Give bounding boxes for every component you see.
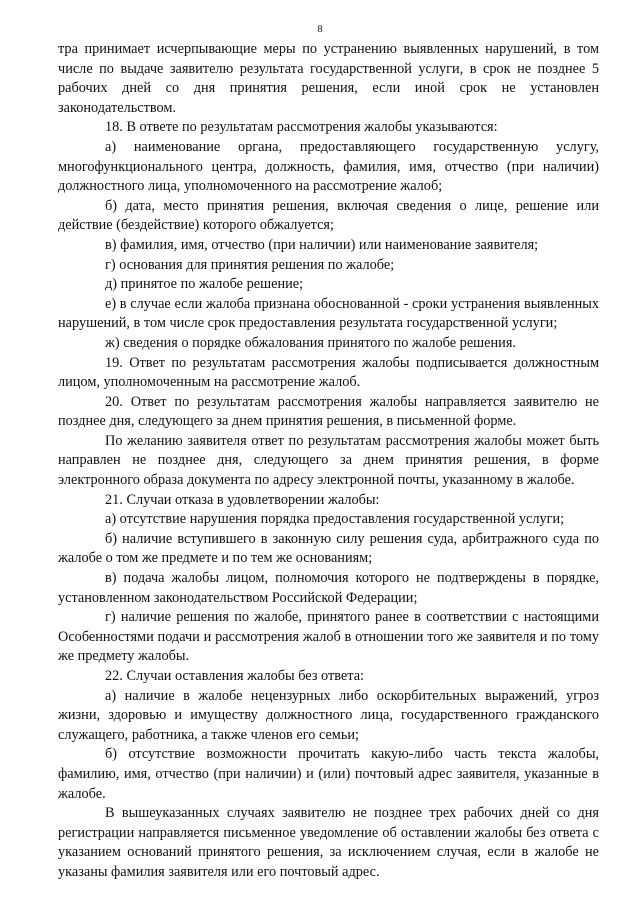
paragraph: В вышеуказанных случаях заявителю не позднее трех рабочих дней со дня регистрации направляется письменное уведомление об оставлении жалобы без ответа с указанием оснований принятого решения, за исключением случая, если в жалобе не указаны фамилия заявителя или его почтовый адрес. bbox=[58, 805, 599, 880]
paragraph: б) отсутствие возможности прочитать какую-либо часть текста жалобы, фамилию, имя, отчество (при наличии) и (или) почтовый адрес заявителя, указанные в жалобе. bbox=[58, 746, 599, 802]
paragraph: в) подача жалобы лицом, полномочия которого не подтверждены в порядке, установленном законодательством Российской Федерации; bbox=[58, 570, 599, 606]
paragraph: д) принятое по жалобе решение; bbox=[105, 276, 304, 293]
paragraph: а) наличие в жалобе нецензурных либо оскорбительных выражений, угроз жизни, здоровью и имуществу должностного лица, государственного гражданского служащего, работника, а также членов его семьи; bbox=[58, 687, 599, 743]
document-body bbox=[58, 40, 599, 883]
paragraph: 20. Ответ по результатам рассмотрения жалобы направляется заявителю не позднее дня, следующего за днем принятия решения, в письменной форме. bbox=[58, 393, 599, 430]
paragraph: в) фамилия, имя, отчество (при наличии) или наименование заявителя; bbox=[105, 236, 539, 253]
paragraph: г) основания для принятия решения по жалобе; bbox=[105, 256, 395, 273]
paragraph: По желанию заявителя ответ по результатам рассмотрения жалобы может быть направлен не позднее дня, следующего за днем принятия решения, в форме электронного образа документа по адресу электронной почты, указанному в жалобе. bbox=[58, 432, 599, 489]
paragraph: тра принимает исчерпывающие меры по устранению выявленных нарушений, в том числе по выдаче заявителю результата государственной услуги, в срок не позднее 5 рабочих дней со дня принятия решения, если иной срок не установлен законодательством. bbox=[58, 41, 599, 116]
paragraph: б) наличие вступившего в законную силу решения суда, арбитражного суда по жалобе о том же предмете и по тем же основаниям; bbox=[58, 530, 599, 567]
paragraph: ж) сведения о порядке обжалования принятого по жалобе решения. bbox=[105, 334, 516, 351]
paragraph: 21. Случаи отказа в удовлетворении жалобы: bbox=[105, 491, 380, 508]
paragraph: 18. В ответе по результатам рассмотрения жалобы указываются: bbox=[105, 119, 498, 136]
page-number: 8 bbox=[317, 24, 323, 35]
paragraph: б) дата, место принятия решения, включая сведения о лице, решение или действие (бездействие) которого обжалуется; bbox=[58, 197, 599, 234]
paragraph: 19. Ответ по результатам рассмотрения жалобы подписывается должностным лицом, уполномоченным на рассмотрение жалоб. bbox=[58, 354, 599, 391]
paragraph: е) в случае если жалоба признана обоснованной - сроки устранения выявленных нарушений, в том числе срок предоставления результата государственной услуги; bbox=[58, 295, 599, 332]
paragraph: 22. Случаи оставления жалобы без ответа: bbox=[105, 668, 365, 684]
paragraph: а) отсутствие нарушения порядка предоставления государственной услуги; bbox=[105, 511, 565, 528]
paragraph: а) наименование органа, предоставляющего государственную услугу, многофункционального центра, должность, фамилия, имя, отчество (при наличии) должностного лица, уполномоченного на рассмотрение жалоб; bbox=[58, 138, 599, 195]
paragraph: г) наличие решения по жалобе, принятого ранее в соответствии с настоящими Особенностями подачи и рассмотрения жалоб в отношении того же заявителя и по тому же предмету жалобы. bbox=[58, 609, 599, 665]
